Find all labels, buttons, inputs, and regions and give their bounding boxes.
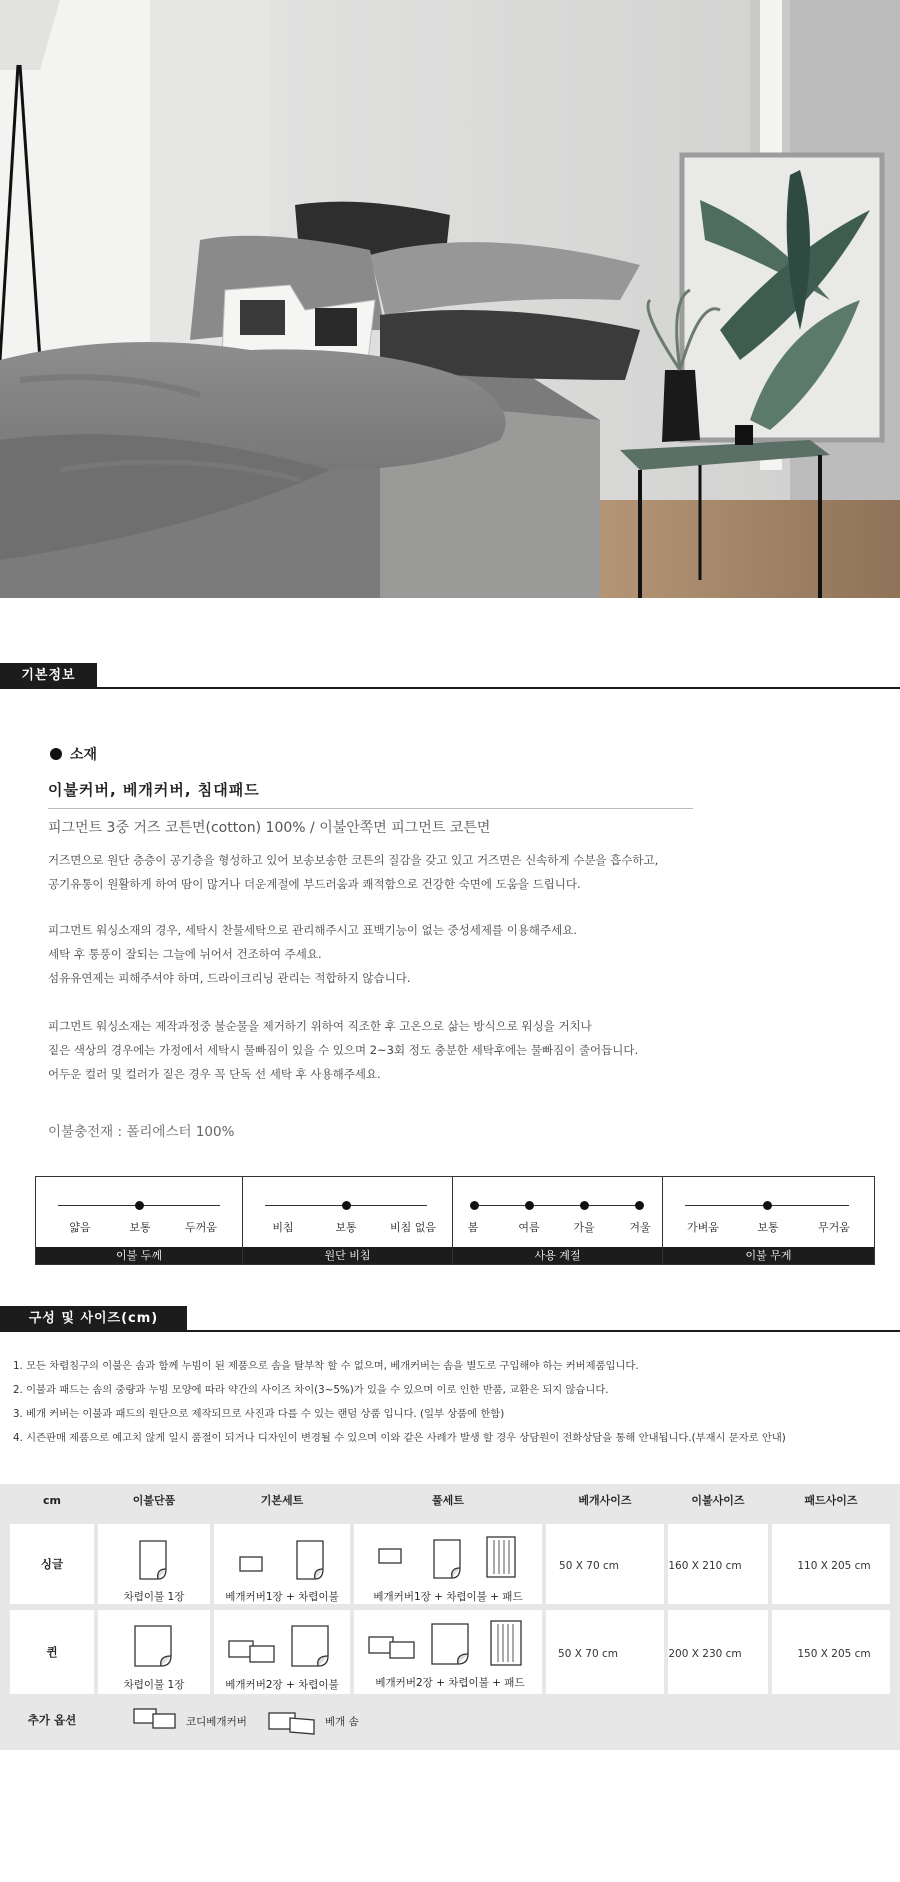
composition-tab: 구성 및 사이즈(cm): [0, 1306, 187, 1332]
item-caption: 차렵이불 1장: [123, 1679, 185, 1691]
scale-track: [475, 1205, 639, 1206]
header-single-item: 이불단품: [132, 1494, 176, 1507]
bedroom-illustration: [0, 0, 900, 598]
scale-label: 보통: [757, 1221, 779, 1234]
scale-marker: [342, 1201, 351, 1210]
quilt-icon: [295, 1539, 329, 1581]
pillow-insert-icon: [268, 1712, 318, 1736]
scale-marker: [635, 1201, 644, 1210]
hero-bedroom-photo: [0, 0, 900, 598]
scale-label: 비침: [272, 1221, 294, 1234]
paragraph-line: 피그먼트 워싱소재는 제작과정중 불순물을 제거하기 위하여 직조한 후 고온으로 삶는 방식으로 워싱을 거치나: [48, 1019, 592, 1033]
basic-info-header: [0, 663, 900, 689]
bullet-icon: [50, 748, 62, 760]
scale-marker: [525, 1201, 534, 1210]
paragraph-line: 공기유통이 원활하게 하여 땀이 많거나 더운계절에 부드러움과 쾌적함으로 건강한 숙면에 도움을 드립니다.: [48, 877, 581, 891]
paragraph-line: 섬유유연제는 피해주셔야 하며, 드라이크리닝 관리는 적합하지 않습니다.: [48, 971, 411, 985]
scale-marker: [580, 1201, 589, 1210]
scale-season: [453, 1176, 663, 1265]
header-quilt-size: 이불사이즈: [691, 1494, 745, 1507]
property-scales: [35, 1176, 875, 1265]
header-full-set: 풀세트: [432, 1494, 464, 1507]
quilt-icon: [290, 1624, 332, 1668]
scale-label: 보통: [129, 1221, 151, 1234]
item-caption: 베개커버2장 + 차렵이불 + 패드: [375, 1677, 525, 1689]
scale-label: 여름: [518, 1221, 540, 1234]
row-label-single: 싱글: [40, 1557, 64, 1571]
header-pillow-size: 베개사이즈: [578, 1494, 632, 1507]
scale-label: 얇음: [69, 1221, 91, 1234]
included-items: 이불커버, 베개커버, 침대패드: [48, 781, 260, 799]
care-paragraph: [48, 918, 577, 990]
paragraph-line: 피그먼트 워싱소재의 경우, 세탁시 찬물세탁으로 관리해주시고 표백기능이 없는 중성세제를 이용해주세요.: [48, 923, 578, 937]
scale-marker: [470, 1201, 479, 1210]
scale-marker: [763, 1201, 772, 1210]
fabric-composition: 피그먼트 3중 거즈 코튼면(cotton) 100% / 이불안쪽면 피그먼트 코튼면: [48, 820, 491, 836]
option-pillow-insert: 베개 솜: [325, 1716, 359, 1728]
basic-info-tab: 기본정보: [0, 663, 97, 689]
section-divider: [0, 687, 900, 689]
scale-label: 가벼움: [687, 1221, 719, 1234]
pillowcase-icon: [239, 1556, 263, 1572]
header-basic-set: 기본세트: [260, 1494, 304, 1507]
pillow-size-value: 50 X 70 cm: [558, 1648, 618, 1660]
scale-title: 사용 계절: [453, 1247, 662, 1264]
size-table: [0, 1484, 900, 1750]
paragraph-line: 거즈면으로 원단 층층이 공기층을 형성하고 있어 보송보송한 코튼의 질감을 갖고 있고 거즈면은 신속하게 수분을 흡수하고,: [48, 853, 659, 867]
quilt-icon: [138, 1539, 172, 1581]
scale-label: 겨울: [629, 1221, 651, 1234]
scale-weight: [663, 1176, 875, 1265]
quilt-icon: [133, 1624, 175, 1668]
pillowcases-icon: [228, 1640, 278, 1664]
option-coordinated-pillowcase: 코디베개커버: [186, 1716, 247, 1728]
composition-header: [0, 1306, 900, 1332]
scale-label: 봄: [467, 1221, 479, 1234]
description-paragraph-1: [48, 848, 658, 896]
note-line: 4. 시즌판매 제품으로 예고치 않게 일시 품절이 되거나 디자인이 변경될 수 있으며 이와 같은 사례가 발생 할 경우 상담원이 전화상담을 통해 안내됩니다.(부재시 문자로 안내): [13, 1432, 786, 1444]
item-caption: 베개커버1장 + 차렵이불: [225, 1591, 339, 1603]
filling-material: 이불충전재 : 폴리에스터 100%: [48, 1124, 235, 1140]
scale-marker: [135, 1201, 144, 1210]
paragraph-line: 세탁 후 통풍이 잘되는 그늘에 뉘어서 건조하여 주세요.: [48, 947, 322, 961]
note-line: 2. 이불과 패드는 솜의 중량과 누빔 모양에 따라 약간의 사이즈 차이(3~5%)가 있을 수 있으며 이로 인한 반품, 교환은 되지 않습니다.: [13, 1384, 609, 1396]
scale-label: 비침 없음: [389, 1221, 437, 1234]
quilt-icon: [430, 1622, 472, 1666]
paragraph-line: 어두운 컬러 및 컬러가 짙은 경우 꼭 단독 선 세탁 후 사용해주세요.: [48, 1067, 381, 1081]
pillowcases-icon: [368, 1636, 418, 1660]
scale-sheerness: [243, 1176, 453, 1265]
thin-divider: [48, 808, 693, 809]
note-line: 1. 모든 차렵침구의 이불은 솜과 함께 누빔이 된 제품으로 솜을 탈부착 할 수 없으며, 베개커버는 솜을 별도로 구입해야 하는 커버제품입니다.: [13, 1360, 639, 1372]
item-caption: 베개커버1장 + 차렵이불 + 패드: [373, 1591, 523, 1603]
pillowcases-icon: [133, 1708, 179, 1730]
mattress-pad-icon: [486, 1536, 516, 1578]
quilt-size-value: 160 X 210 cm: [668, 1560, 742, 1572]
scale-label: 무거움: [818, 1221, 850, 1234]
header-pad-size: 패드사이즈: [804, 1494, 858, 1507]
scale-title: 이불 두께: [36, 1247, 242, 1264]
scale-title: 원단 비침: [243, 1247, 452, 1264]
washing-paragraph: [48, 1014, 638, 1086]
material-title: [50, 744, 97, 764]
scale-thickness: [35, 1176, 243, 1265]
note-line: 3. 베개 커버는 이불과 패드의 원단으로 제작되므로 사진과 다를 수 있는 랜덤 상품 입니다. (일부 상품에 한함): [13, 1408, 505, 1420]
pad-size-value: 150 X 205 cm: [797, 1648, 871, 1660]
item-caption: 베개커버2장 + 차렵이불: [225, 1679, 339, 1691]
paragraph-line: 짙은 색상의 경우에는 가정에서 세탁시 물빠짐이 있을 수 있으며 2~3회 정도 충분한 세탁후에는 물빠짐이 줄어듭니다.: [48, 1043, 639, 1057]
pillow-size-value: 50 X 70 cm: [559, 1560, 619, 1572]
composition-notes: [13, 1354, 786, 1450]
scale-title: 이불 무게: [663, 1247, 874, 1264]
material-title-text: 소재: [70, 747, 98, 763]
additional-options-label: 추가 옵션: [27, 1713, 77, 1727]
header-cm: cm: [43, 1493, 61, 1507]
item-caption: 차렵이불 1장: [123, 1591, 185, 1603]
quilt-icon: [432, 1538, 466, 1580]
pillowcase-icon: [378, 1548, 402, 1564]
scale-label: 보통: [335, 1221, 357, 1234]
quilt-size-value: 200 X 230 cm: [668, 1648, 742, 1660]
row-label-queen: 퀸: [46, 1645, 58, 1659]
mattress-pad-icon: [490, 1620, 522, 1666]
scale-label: 가을: [573, 1221, 595, 1234]
pad-size-value: 110 X 205 cm: [797, 1560, 871, 1572]
scale-label: 두꺼움: [185, 1221, 217, 1234]
section-divider: [0, 1330, 900, 1332]
